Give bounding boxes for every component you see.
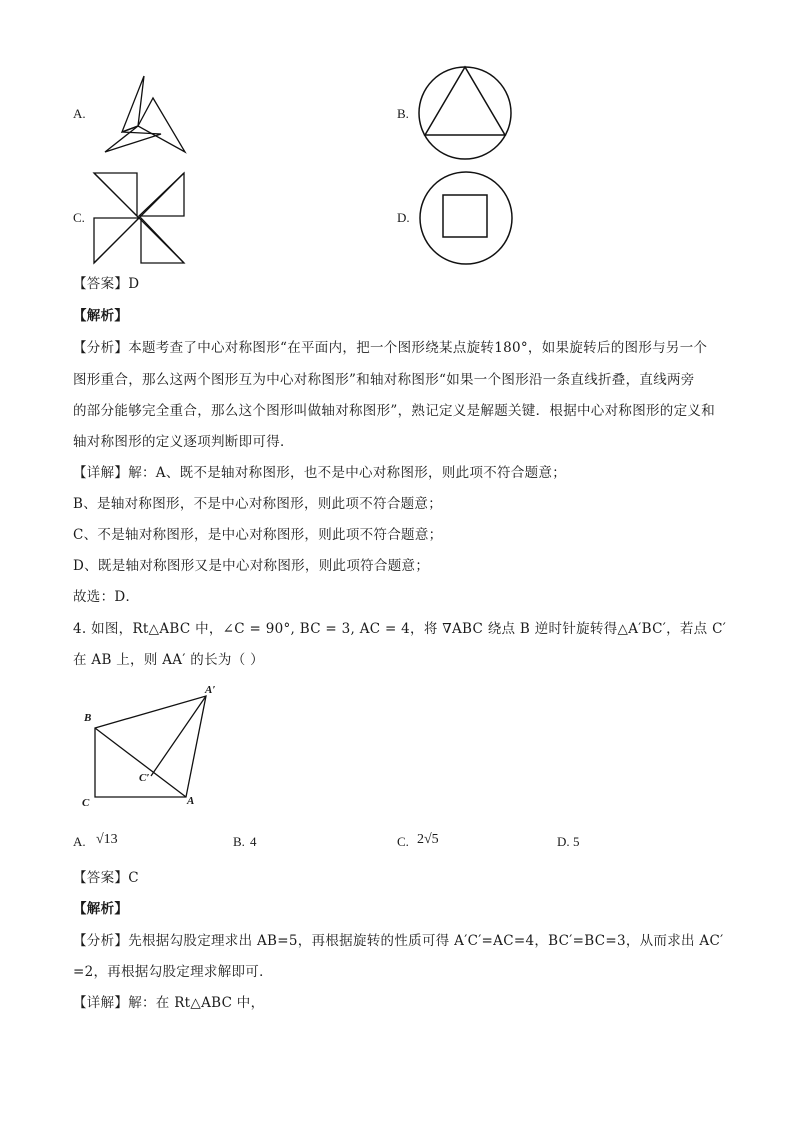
analysis-q4-line2: =2，再根据勾股定理求解即可． (73, 964, 273, 980)
q4-stem-line1: 4. 如图，Rt△ABC 中，∠C = 90°, BC = 3, AC = 4，将 ∇ABC 绕点 B 逆时针旋转得△A′BC′，若点 C′ (73, 621, 727, 637)
option-a-figure (95, 70, 195, 160)
q4-option-d-label: D. (557, 834, 570, 849)
detail-q3-line3: C、不是轴对称图形，是中心对称图形，则此项不符合题意； (73, 527, 443, 543)
option-c-figure (92, 171, 186, 265)
answer-q4: 【答案】C (73, 870, 139, 886)
q4-option-d-value: 5 (573, 834, 580, 849)
label-c: C (82, 797, 90, 809)
option-d-label: D. (397, 210, 410, 225)
detail-q3-line4: D、既是轴对称图形又是中心对称图形，则此项符合题意； (73, 558, 430, 574)
analysis-q3-line2: 图形重合，那么这两个图形互为中心对称图形”和轴对称图形“如果一个图形沿一条直线折叠，直线两旁 (73, 372, 695, 388)
analysis-q3-line3: 的部分能够完全重合，那么这个图形叫做轴对称图形”，熟记定义是解题关键．根据中心对称图形的定义和 (73, 403, 715, 419)
option-a-label: A. (73, 106, 86, 121)
label-c-prime: C′ (139, 772, 150, 784)
label-a: A (187, 795, 195, 807)
q4-option-a-value: √13 (96, 832, 118, 847)
option-c-label: C. (73, 210, 85, 225)
jiexi-q4: 【解析】 (73, 901, 129, 917)
option-b-label: B. (397, 106, 409, 121)
label-a-prime: A′ (205, 684, 216, 696)
jiexi-q3: 【解析】 (73, 308, 129, 324)
q4-stem-line2: 在 AB 上，则 AA′ 的长为（ ） (73, 652, 264, 668)
q4-option-c-label: C. (397, 834, 409, 849)
analysis-q3-line1: 【分析】本题考查了中心对称图形“在平面内，把一个图形绕某点旋转180°，如果旋转后的图形与另一个 (73, 340, 708, 356)
q4-option-c-value: 2√5 (417, 832, 439, 847)
detail-q3-line2: B、是轴对称图形，不是中心对称图形，则此项不符合题意； (73, 496, 443, 512)
option-b-figure (417, 65, 513, 161)
option-d-figure (418, 170, 514, 266)
label-b: B (84, 712, 92, 724)
analysis-q4-line1: 【分析】先根据勾股定理求出 AB=5，再根据旋转的性质可得 A′C′=AC=4，BC′=BC=3，从而求出 AC′ (73, 933, 724, 949)
q4-option-b-label: B. (233, 834, 245, 849)
q4-option-b-value: 4 (250, 834, 257, 849)
detail-q3-line1: 【详解】解：A、既不是轴对称图形，也不是中心对称图形，则此项不符合题意； (73, 465, 567, 481)
q4-figure (80, 684, 230, 814)
answer-q3: 【答案】D (73, 276, 140, 292)
analysis-q3-line4: 轴对称图形的定义逐项判断即可得． (73, 434, 294, 450)
detail-q3-line5: 故选：D． (73, 589, 140, 605)
detail-q4: 【详解】解：在 Rt△ABC 中， (73, 995, 265, 1011)
q4-option-a-label: A. (73, 834, 86, 849)
